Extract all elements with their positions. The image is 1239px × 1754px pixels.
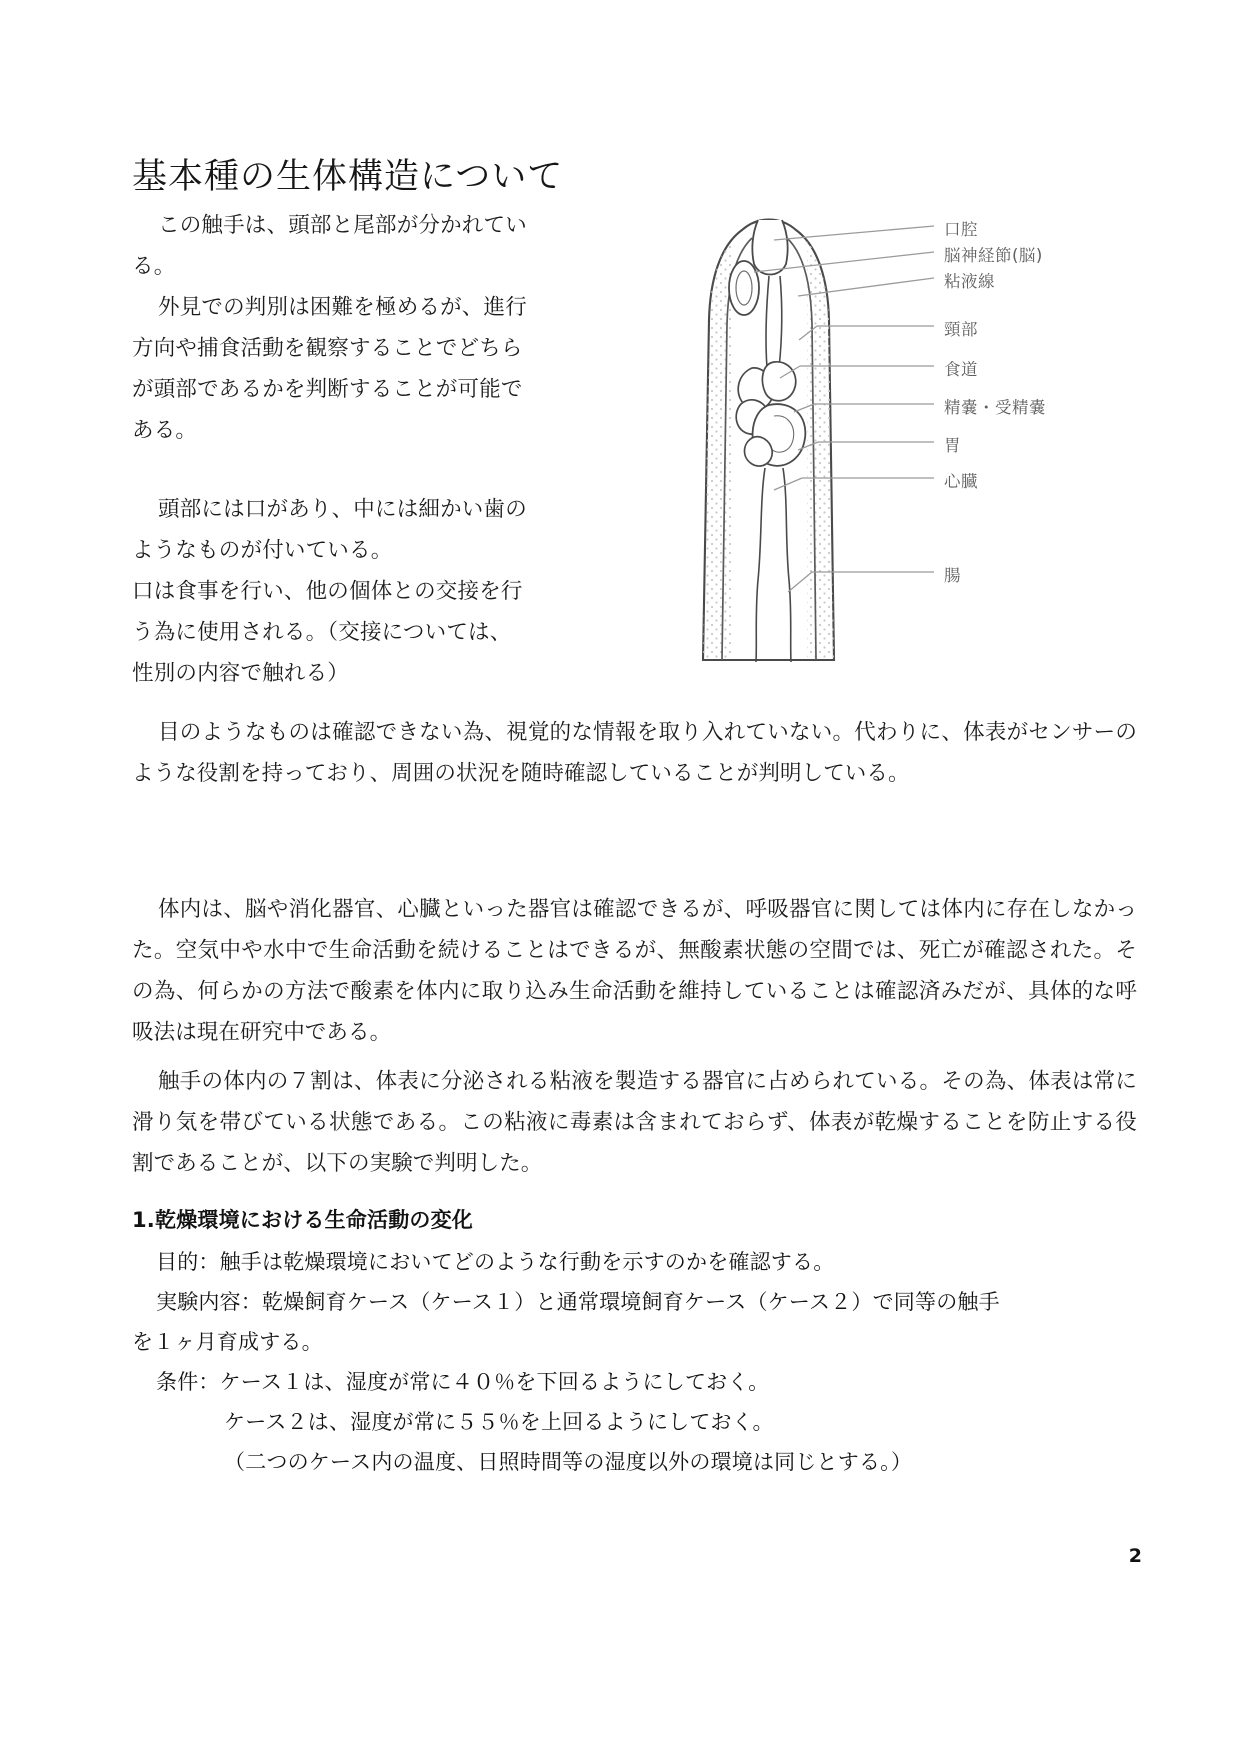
figure-label-intestine: 腸 [944, 566, 961, 585]
paragraph-mouth-usage: 口は食事を行い、他の個体との交接を行う為に使用される。（交接については、性別の内容で触れる） [132, 579, 523, 686]
experiment-purpose: 目的：触手は乾燥環境においてどのような行動を示すのかを確認する。 [156, 1250, 835, 1274]
experiment-section [132, 1200, 1137, 1482]
anatomy-diagram-svg [602, 200, 1142, 670]
figure-label-seminal-vesicle: 精嚢・受精嚢 [944, 398, 1046, 417]
figure-label-ganglion: 脳神経節(脳) [944, 246, 1043, 265]
paragraph-vision-block [132, 712, 1137, 794]
figure-label-heart: 心臓 [944, 472, 978, 491]
paragraph-mucus-block [132, 1061, 1137, 1184]
experiment-condition-line-1: 条件：ケース１は、湿度が常に４０％を下回るようにしておく。 [156, 1370, 770, 1394]
paragraph-appearance-identification: 外見での判別は困難を極めるが、進行方向や捕食活動を観察することでどちらが頭部であるかを判断することが可能である。 [132, 295, 527, 443]
experiment-heading: 1.乾燥環境における生命活動の変化 [132, 1208, 473, 1232]
figure-label-mucus-gland: 粘液線 [944, 272, 995, 291]
experiment-condition-line-2: ケース２は、湿度が常に５５％を上回るようにしておく。 [224, 1410, 774, 1434]
paragraph-tentacle-head-tail: この触手は、頭部と尾部が分かれている。 [132, 213, 527, 279]
heart-shape [745, 437, 773, 466]
paragraph-organs-block [132, 889, 1137, 1053]
ganglion-shape [729, 261, 759, 315]
experiment-content-line-1: 実験内容：乾燥飼育ケース（ケース１）と通常環境飼育ケース（ケース２）で同等の触手 [156, 1290, 1000, 1314]
paragraph-mucus: 触手の体内の７割は、体表に分泌される粘液を製造する器官に占められている。その為、体表は常に滑り気を帯びている状態である。この粘液に毒素は含まれておらず、体表が乾燥することを防止する役割であることが、以下の実験で判明した。 [132, 1069, 1137, 1176]
experiment-condition-line-3: （二つのケース内の温度、日照時間等の湿度以外の環境は同じとする。） [224, 1450, 913, 1474]
figure-label-oral-cavity: 口腔 [944, 220, 978, 239]
page-number: 2 [1128, 1545, 1142, 1567]
experiment-content-line-2: を１ヶ月育成する。 [132, 1330, 323, 1354]
figure-label-stomach: 胃 [944, 436, 961, 455]
figure-label-neck: 頸部 [944, 320, 978, 339]
paragraph-mouth-teeth: 頭部には口があり、中には細かい歯のようなものが付いている。 [132, 497, 527, 563]
paragraph-organs: 体内は、脳や消化器官、心臓といった器官は確認できるが、呼吸器官に関しては体内に存在しなかった。空気中や水中で生命活動を続けることはできるが、無酸素状態の空間では、死亡が確認された。その為、何らかの方法で酸素を体内に取り込み生命活動を維持していることは確認済みだが、具体的な呼吸法は現在研究中である。 [132, 897, 1137, 1045]
oral-cavity-shape [752, 220, 787, 275]
page-title: 基本種の生体構造について [132, 157, 564, 198]
left-text-column [132, 205, 532, 694]
figure-label-esophagus: 食道 [944, 360, 978, 379]
paragraph-vision: 目のようなものは確認できない為、視覚的な情報を取り入れていない。代わりに、体表がセンサーのような役割を持っており、周囲の状況を随時確認していることが判明している。 [132, 720, 1137, 786]
page-content [132, 0, 1142, 1754]
anatomy-figure [602, 200, 1142, 670]
